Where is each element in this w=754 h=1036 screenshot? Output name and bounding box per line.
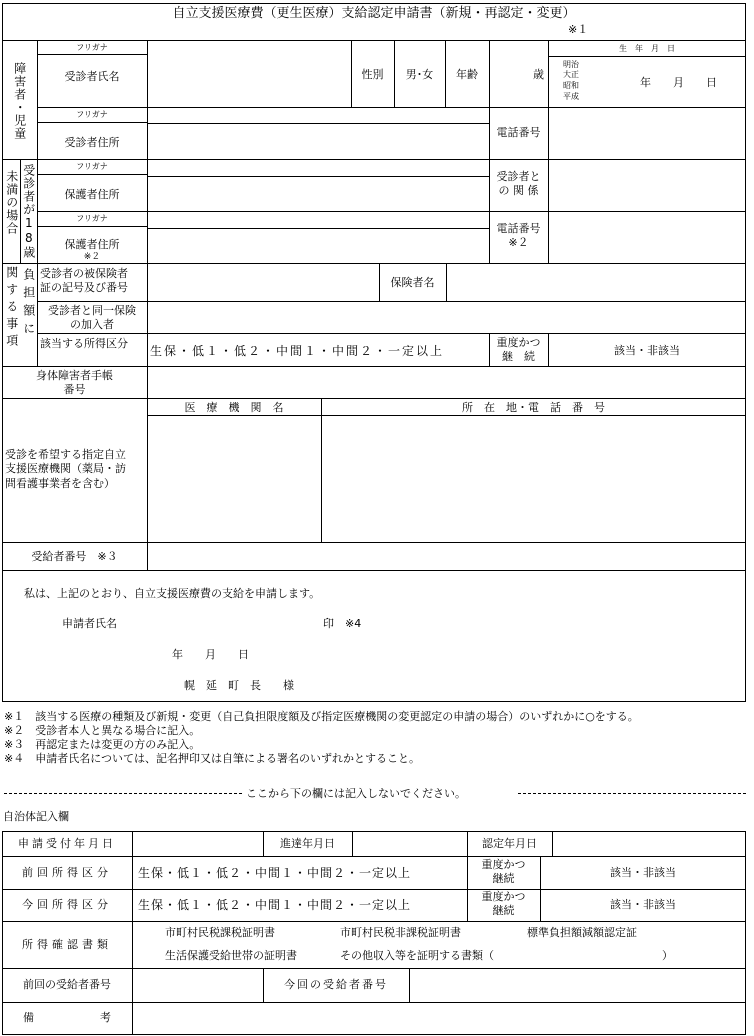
phone2-field[interactable] — [549, 212, 746, 263]
doc-welfare-cert: 生活保護受給世帯の証明書 — [165, 949, 297, 962]
institution-address-field[interactable] — [322, 416, 746, 542]
recipient-number-field[interactable] — [148, 543, 746, 570]
guardian-address-note: ※２ — [83, 252, 101, 262]
title-note: ※１ — [568, 23, 589, 36]
cut-line-left — [4, 793, 242, 794]
doc-nontax-cert: 市町村民税非課税証明書 — [340, 926, 461, 939]
note-4: ※４ 申請者氏名については、記名押印又は自筆による署名のいずれかとすること。 — [4, 752, 420, 765]
application-date: 年 月 日 — [172, 648, 249, 661]
curr-applicable: 該当・非該当 — [610, 898, 676, 911]
patient-name-label: 受診者氏名 — [64, 70, 120, 83]
institution-address-header: 所 在 地・電 話 番 号 — [462, 401, 605, 414]
guardian-address-label: 保護者住所 — [64, 188, 120, 201]
burden-section-label-left: 関する事項 — [4, 266, 19, 351]
institution-name-field[interactable] — [148, 416, 321, 542]
form-title: 自立支援医療費（更生医療）支給認定申請書（新規・再認定・変更） — [172, 6, 576, 21]
insurer-name-field[interactable] — [447, 264, 746, 301]
doc-reduction-cert: 標準負担額減額認定証 — [527, 926, 637, 939]
same-insurance-field[interactable] — [148, 302, 746, 333]
declaration-text: 私は、上記のとおり、自立支援医療費の支給を申請します。 — [24, 587, 321, 600]
minor-section-label-right: 受診者が18歳 — [21, 164, 36, 259]
seal-label: 印 ※4 — [323, 617, 362, 630]
guardian-address-label: 保護者住所 — [64, 238, 120, 251]
prev-income-options: 生保・低１・低２・中間１・中間２・一定以上 — [138, 866, 412, 880]
insured-number-field[interactable] — [148, 264, 379, 301]
prev-income-label: 前回所得区分 — [22, 866, 112, 879]
furigana-label: フリガナ — [76, 214, 108, 223]
insured-number-label: 受診者の被保険者 証の記号及び番号 — [40, 267, 128, 294]
sex-options[interactable]: 男･女 — [405, 68, 434, 81]
divider-text: ここから下の欄には記入しないでください。 — [246, 787, 466, 800]
furigana-label: フリガナ — [76, 110, 108, 119]
severe-applicable-options[interactable]: 該当・非該当 — [614, 344, 680, 357]
phone2-note: ※２ — [508, 236, 529, 249]
income-class-label: 該当する所得区分 — [40, 337, 128, 350]
income-docs-label: 所得確認書類 — [22, 938, 112, 951]
furigana-label: フリガナ — [76, 162, 108, 171]
doc-other: その他収入等を証明する書類（ — [340, 949, 494, 962]
cut-line-right — [518, 793, 746, 794]
curr-recipient-label: 今回の受給者番号 — [284, 978, 388, 991]
guardian-address-field[interactable] — [148, 177, 489, 211]
relation-label: 受診者と の 関 係 — [496, 170, 541, 197]
era-taisho[interactable]: 大正 — [563, 70, 579, 79]
note-2: ※２ 受診者本人と異なる場合に記入。 — [4, 724, 201, 737]
receipt-date-label: 申請受付年月日 — [18, 837, 116, 850]
insurer-name-label: 保険者名 — [390, 276, 435, 289]
applicant-name-label: 申請者氏名 — [62, 617, 117, 630]
era-meiji[interactable]: 明治 — [563, 60, 579, 69]
relation-field[interactable] — [549, 160, 746, 211]
phone-field[interactable] — [549, 108, 746, 159]
curr-severe-label: 重度かつ 継続 — [481, 890, 526, 917]
prev-applicable: 該当・非該当 — [610, 866, 676, 879]
furigana-label: フリガナ — [76, 43, 108, 52]
addressee: 幌 延 町 長 様 — [184, 679, 294, 692]
age-label: 年齢 — [456, 68, 478, 81]
patient-address-field[interactable] — [148, 124, 489, 159]
recipient-number-label: 受給者番号 ※３ — [31, 550, 118, 563]
patient-name-field[interactable] — [148, 41, 351, 107]
dob-header: 生 年 月 日 — [619, 44, 675, 53]
burden-section-label-right: 負担額に — [21, 268, 36, 340]
office-heading: 自治体記入欄 — [3, 810, 69, 823]
applicant-section-label: 障害者・児童 — [12, 62, 27, 140]
prev-recipient-label: 前回の受給者番号 — [23, 978, 111, 991]
prev-severe-label: 重度かつ 継続 — [481, 858, 526, 885]
era-heisei[interactable]: 平成 — [563, 92, 579, 101]
curr-income-options: 生保・低１・低２・中間１・中間２・一定以上 — [138, 898, 412, 912]
doc-other-close: ） — [662, 949, 673, 962]
note-3: ※３ 再認定または変更の方のみ記入。 — [4, 738, 201, 751]
sex-label: 性別 — [361, 68, 384, 81]
institution-section-label: 受診を希望する指定自立 支援医療機関（薬局・訪 問看護事業者を含む） — [5, 448, 126, 490]
income-class-options[interactable]: 生保・低１・低２・中間１・中間２・一定以上 — [150, 344, 445, 358]
severe-label: 重度かつ 継 続 — [496, 336, 541, 363]
doc-tax-cert: 市町村民税課税証明書 — [165, 926, 275, 939]
dob-ymd: 年 月 日 — [640, 76, 717, 89]
disability-book-field[interactable] — [148, 367, 746, 398]
note-1: ※１ 該当する医療の種類及び新規・変更（自己負担限度額及び指定医療機関の変更認定の申請の場合）のいずれかに○をする。 — [4, 710, 639, 723]
phone2-label: 電話番号 — [496, 222, 541, 235]
age-unit: 歳 — [533, 68, 544, 81]
same-insurance-label: 受診者と同一保険 の加入者 — [48, 304, 136, 331]
progress-date-label: 進達年月日 — [280, 837, 335, 850]
curr-income-label: 今回所得区分 — [22, 898, 112, 911]
era-showa[interactable]: 昭和 — [563, 81, 579, 90]
phone-label: 電話番号 — [496, 126, 541, 139]
institution-name-header: 医 療 機 関 名 — [184, 401, 284, 414]
remarks-label: 備 考 — [23, 1011, 111, 1024]
approval-date-label: 認定年月日 — [482, 837, 537, 850]
minor-section-label-left: 未満の場合 — [4, 170, 19, 235]
applicant-name-field[interactable] — [130, 612, 320, 632]
patient-address-label: 受診者住所 — [64, 136, 120, 149]
disability-book-label: 身体障害者手帳 番号 — [36, 369, 113, 396]
